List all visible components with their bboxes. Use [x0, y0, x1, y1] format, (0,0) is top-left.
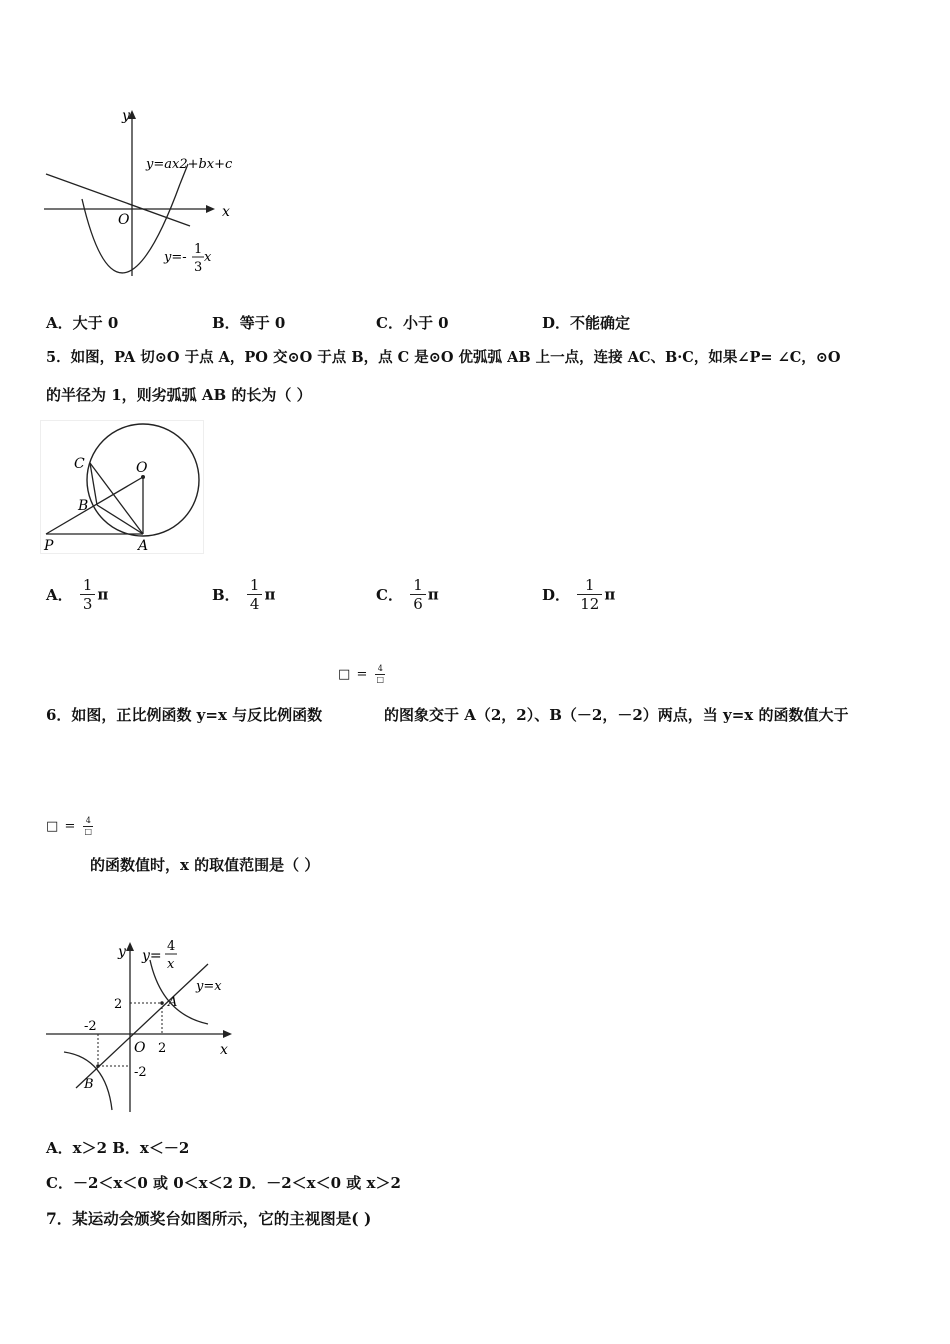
hyperbola-label-num: 4 — [167, 939, 176, 954]
fraction: $\frac{1}{4}$ — [247, 576, 263, 613]
tick-neg-x: -2 — [84, 1019, 97, 1034]
hyperbola-label-den: x — [167, 957, 175, 972]
line-label-suffix: x — [204, 250, 212, 265]
point-b-label: B — [84, 1077, 94, 1092]
tick-neg-y: -2 — [134, 1065, 147, 1080]
point-a-label: A — [168, 995, 178, 1010]
hyperbola-label-prefix: y= — [142, 948, 162, 964]
fraction: $\frac{1}{12}$ — [577, 576, 602, 613]
q5-option-a[interactable]: A． $\frac{1}{3}$ π — [46, 576, 109, 613]
line-label: y=x — [196, 979, 222, 994]
line-graph-steep — [60, 166, 88, 254]
tick-pos-y: 2 — [114, 997, 123, 1012]
figure-hyperbola-line — [40, 934, 240, 1116]
figure-parabola-line — [40, 104, 250, 284]
x-axis-label: x — [220, 1042, 228, 1058]
q4-option-d[interactable]: D．不能确定 — [542, 314, 631, 332]
q6-options-row2[interactable]: C．－2＜x＜0 或 0＜x＜2 D．－2＜x＜0 或 x＞2 — [46, 1174, 401, 1192]
fraction: $\frac{1}{6}$ — [410, 576, 426, 613]
q5-option-c[interactable]: C． $\frac{1}{6}$ π — [376, 576, 439, 613]
q5-option-b[interactable]: B． $\frac{1}{4}$ π — [212, 576, 276, 613]
y-axis-arrow — [126, 942, 134, 951]
q6-question-line1a: 6．如图，正比例函数 y=x 与反比例函数 — [46, 706, 323, 724]
line-label-frac-den: 3 — [194, 260, 203, 275]
q5-question-line1: 5．如图，PA 切⊙O 于点 A，PO 交⊙O 于点 B，点 C 是⊙O 优弧弧 AB 上一点，连接 AC、B·C，如果∠P= ∠C，⊙O — [46, 349, 841, 366]
q5-question-line2: 的半径为 1，则劣弧弧 AB 的长为（ ） — [46, 386, 312, 404]
q6-options-row1[interactable]: A．x＞2 B．x＜－2 — [46, 1139, 190, 1157]
label-a: A — [138, 538, 149, 554]
y-axis-label: y — [122, 108, 130, 124]
q6-equation-inline: □ = $\frac{4}{□}$ — [46, 816, 93, 836]
origin-label: O — [118, 212, 130, 228]
tick-pos-x: 2 — [158, 1041, 167, 1056]
x-axis-label: x — [222, 204, 230, 220]
line-label-frac-num: 1 — [194, 242, 203, 257]
parabola-label: y=ax2+bx+c — [146, 157, 233, 172]
q7-question: 7．某运动会颁奖台如图所示，它的主视图是( ) — [46, 1209, 372, 1228]
label-p: P — [44, 538, 54, 554]
fraction: $\frac{1}{3}$ — [80, 576, 96, 613]
segment-cb — [90, 463, 97, 505]
q4-option-a[interactable]: A．大于 0 — [46, 314, 119, 332]
q4-option-c[interactable]: C．小于 0 — [376, 314, 449, 332]
point-a-dot — [160, 1001, 164, 1005]
q4-option-b[interactable]: B．等于 0 — [212, 314, 286, 332]
origin-label: O — [134, 1040, 146, 1056]
q5-option-d[interactable]: D． $\frac{1}{12}$ π — [542, 576, 616, 613]
point-b-dot — [96, 1064, 100, 1068]
label-b: B — [78, 498, 89, 514]
q6-question-line1b: 的图象交于 A（2，2）、B（－2，－2）两点，当 y=x 的函数值大于 — [384, 706, 849, 724]
x-axis-arrow — [223, 1030, 232, 1038]
x-axis-arrow — [206, 205, 215, 213]
line-label-prefix: y=- — [164, 250, 187, 265]
figure-circle-tangent — [40, 420, 205, 555]
q6-equation-floating: □ = $\frac{4}{□}$ — [338, 664, 385, 684]
q6-question-line2: 的函数值时，x 的取值范围是（ ） — [90, 856, 320, 874]
y-axis-label: y — [118, 944, 126, 960]
label-c: C — [74, 456, 85, 472]
label-o: O — [136, 460, 148, 476]
